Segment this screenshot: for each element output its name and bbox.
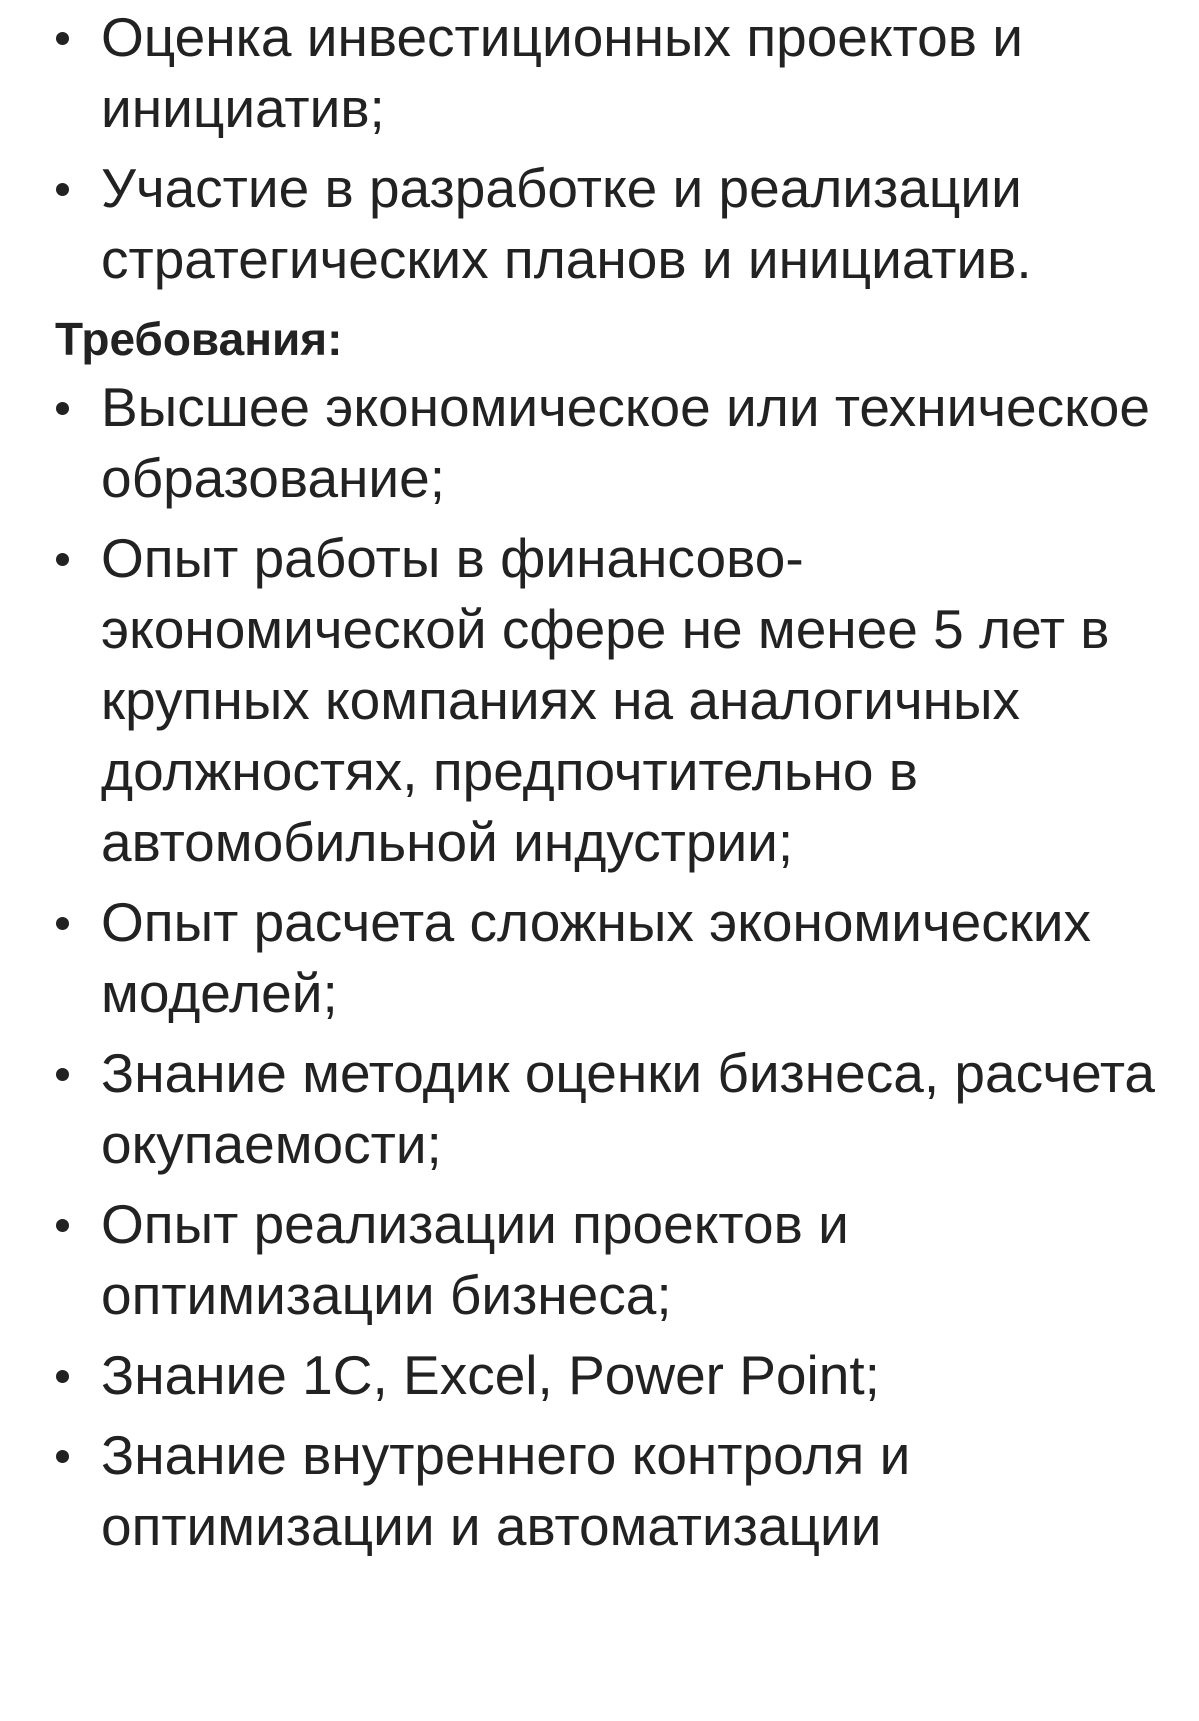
list-item-text: Знание 1С, Excel, Power Point; xyxy=(101,1344,880,1406)
bullet-icon xyxy=(56,553,69,566)
bullet-icon xyxy=(56,32,69,45)
list-item xyxy=(0,1038,1199,1180)
bullet-icon xyxy=(56,1450,69,1463)
requirements-heading: Требования: xyxy=(55,313,343,365)
list-item-text: Оценка инвестиционных проектов и инициатив; xyxy=(101,6,1023,139)
list-item xyxy=(0,887,1199,1029)
duties-list xyxy=(0,2,1199,295)
bullet-icon xyxy=(56,183,69,196)
list-item-text: Опыт реализации проектов и оптимизации бизнеса; xyxy=(101,1193,849,1326)
list-item-text: Опыт работы в финансово-экономической сфере не менее 5 лет в крупных компаниях на аналогичных должностях, предпочтительно в автомобильной индустрии; xyxy=(101,527,1110,873)
list-item xyxy=(0,153,1199,295)
requirements-list xyxy=(0,372,1199,1562)
list-item-text: Знание методик оценки бизнеса, расчета окупаемости; xyxy=(101,1042,1156,1175)
list-item xyxy=(0,2,1199,144)
bullet-icon xyxy=(56,1370,69,1383)
bullet-icon xyxy=(56,1219,69,1232)
bullet-icon xyxy=(56,402,69,415)
bullet-icon xyxy=(56,1068,69,1081)
list-item-text: Участие в разработке и реализации стратегических планов и инициатив. xyxy=(101,157,1032,290)
list-item xyxy=(0,1189,1199,1331)
list-item xyxy=(0,1340,1199,1411)
list-item-text: Высшее экономическое или техническое образование; xyxy=(101,376,1150,509)
bullet-icon xyxy=(56,917,69,930)
list-item xyxy=(0,523,1199,878)
list-item xyxy=(0,1420,1199,1562)
list-item-text: Знание внутреннего контроля и оптимизации и автоматизации xyxy=(101,1424,911,1557)
list-item-text: Опыт расчета сложных экономических моделей; xyxy=(101,891,1091,1024)
list-item xyxy=(0,372,1199,514)
